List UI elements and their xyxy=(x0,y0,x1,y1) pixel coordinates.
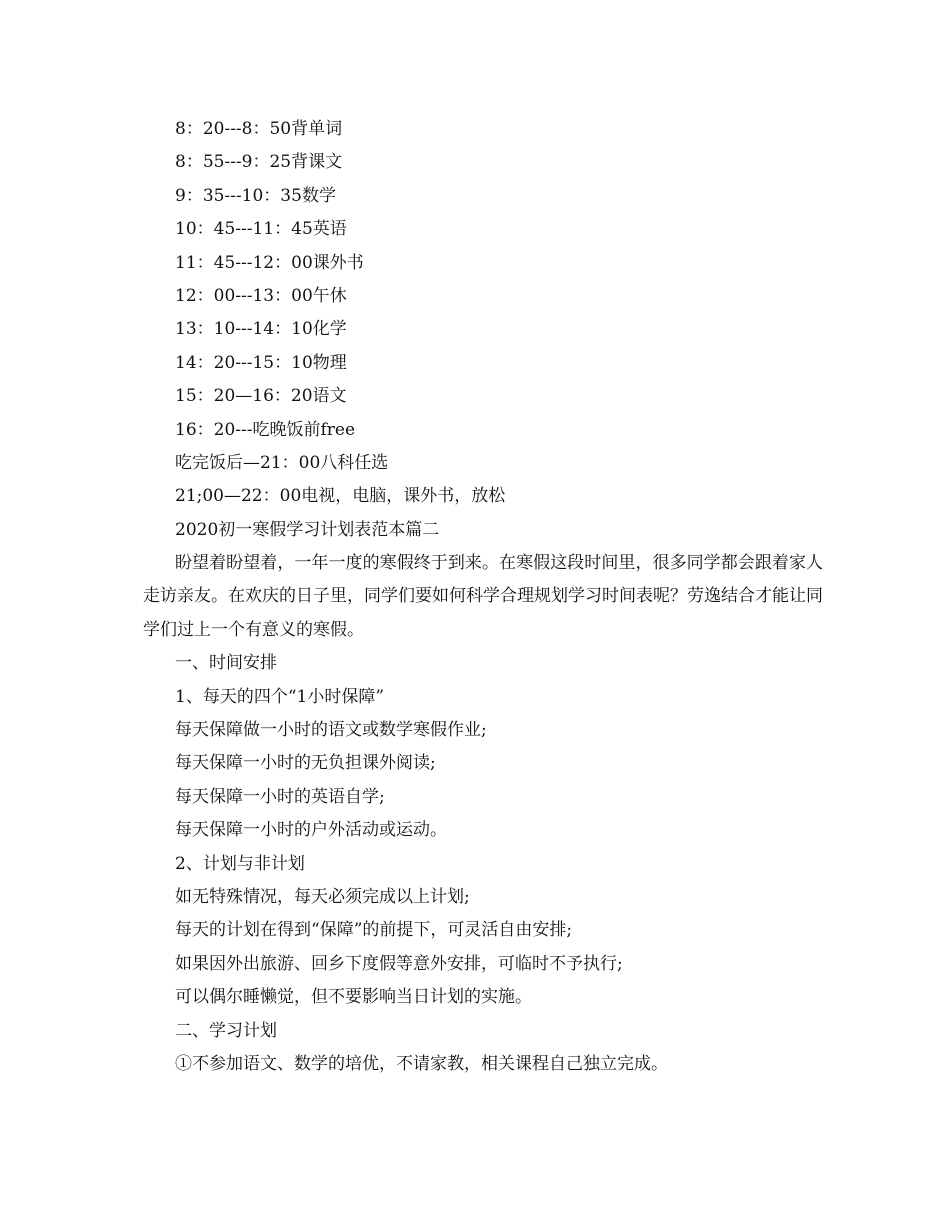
schedule-line: 16：20---吃晚饭前free xyxy=(175,419,356,440)
list-item: 每天的计划在得到“保障”的前提下，可灵活自由安排; xyxy=(175,920,573,941)
list-item: 如无特殊情况，每天必须完成以上计划; xyxy=(175,887,470,908)
document-body xyxy=(143,113,823,1081)
list-item: 每天保障一小时的英语自学; xyxy=(175,786,385,807)
list-item: 可以偶尔睡懒觉，但不要影响当日计划的实施。 xyxy=(175,987,532,1008)
list-item: 每天保障做一小时的语文或数学寒假作业; xyxy=(175,720,487,741)
schedule-line: 13：10---14：10化学 xyxy=(175,319,347,340)
schedule-line: 吃完饭后—21：00八科任选 xyxy=(175,452,389,473)
schedule-line: 14：20---15：10物理 xyxy=(175,352,347,373)
schedule-line: 12：00---13：00午休 xyxy=(175,285,347,306)
subheading-hour-guarantee: 1、每天的四个“1小时保障” xyxy=(175,686,385,707)
list-item: 如果因外出旅游、回乡下度假等意外安排，可临时不予执行; xyxy=(175,953,623,974)
intro-paragraph: 盼望着盼望着，一年一度的寒假终于到来。在寒假这段时间里，很多同学都会跟着家人走访亲友。在欢庆的日子里，同学们要如何科学合理规划学习时间表呢？劳逸结合才能让同学们过上一个有意义的寒假。 xyxy=(143,553,823,640)
schedule-line: 8：55---9：25背课文 xyxy=(175,152,343,173)
list-item: 每天保障一小时的户外活动或运动。 xyxy=(175,820,447,841)
subheading-plan: 2、计划与非计划 xyxy=(175,853,305,874)
schedule-line: 21;00—22：00电视，电脑，课外书，放松 xyxy=(175,486,506,507)
schedule-line: 9：35---10：35数学 xyxy=(175,185,336,206)
section-title: 2020初一寒假学习计划表范本篇二 xyxy=(175,519,440,540)
heading-study-plan: 二、学习计划 xyxy=(175,1020,277,1041)
schedule-line: 11：45---12：00课外书 xyxy=(175,252,364,273)
list-item: 每天保障一小时的无负担课外阅读; xyxy=(175,753,436,774)
study-item: ①不参加语文、数学的培优，不请家教，相关课程自己独立完成。 xyxy=(175,1053,668,1074)
schedule-line: 15：20—16：20语文 xyxy=(175,386,347,407)
schedule-line: 8：20---8：50背单词 xyxy=(175,119,343,139)
heading-time-arrangement: 一、时间安排 xyxy=(175,653,277,674)
schedule-line: 10：45---11：45英语 xyxy=(175,219,347,240)
